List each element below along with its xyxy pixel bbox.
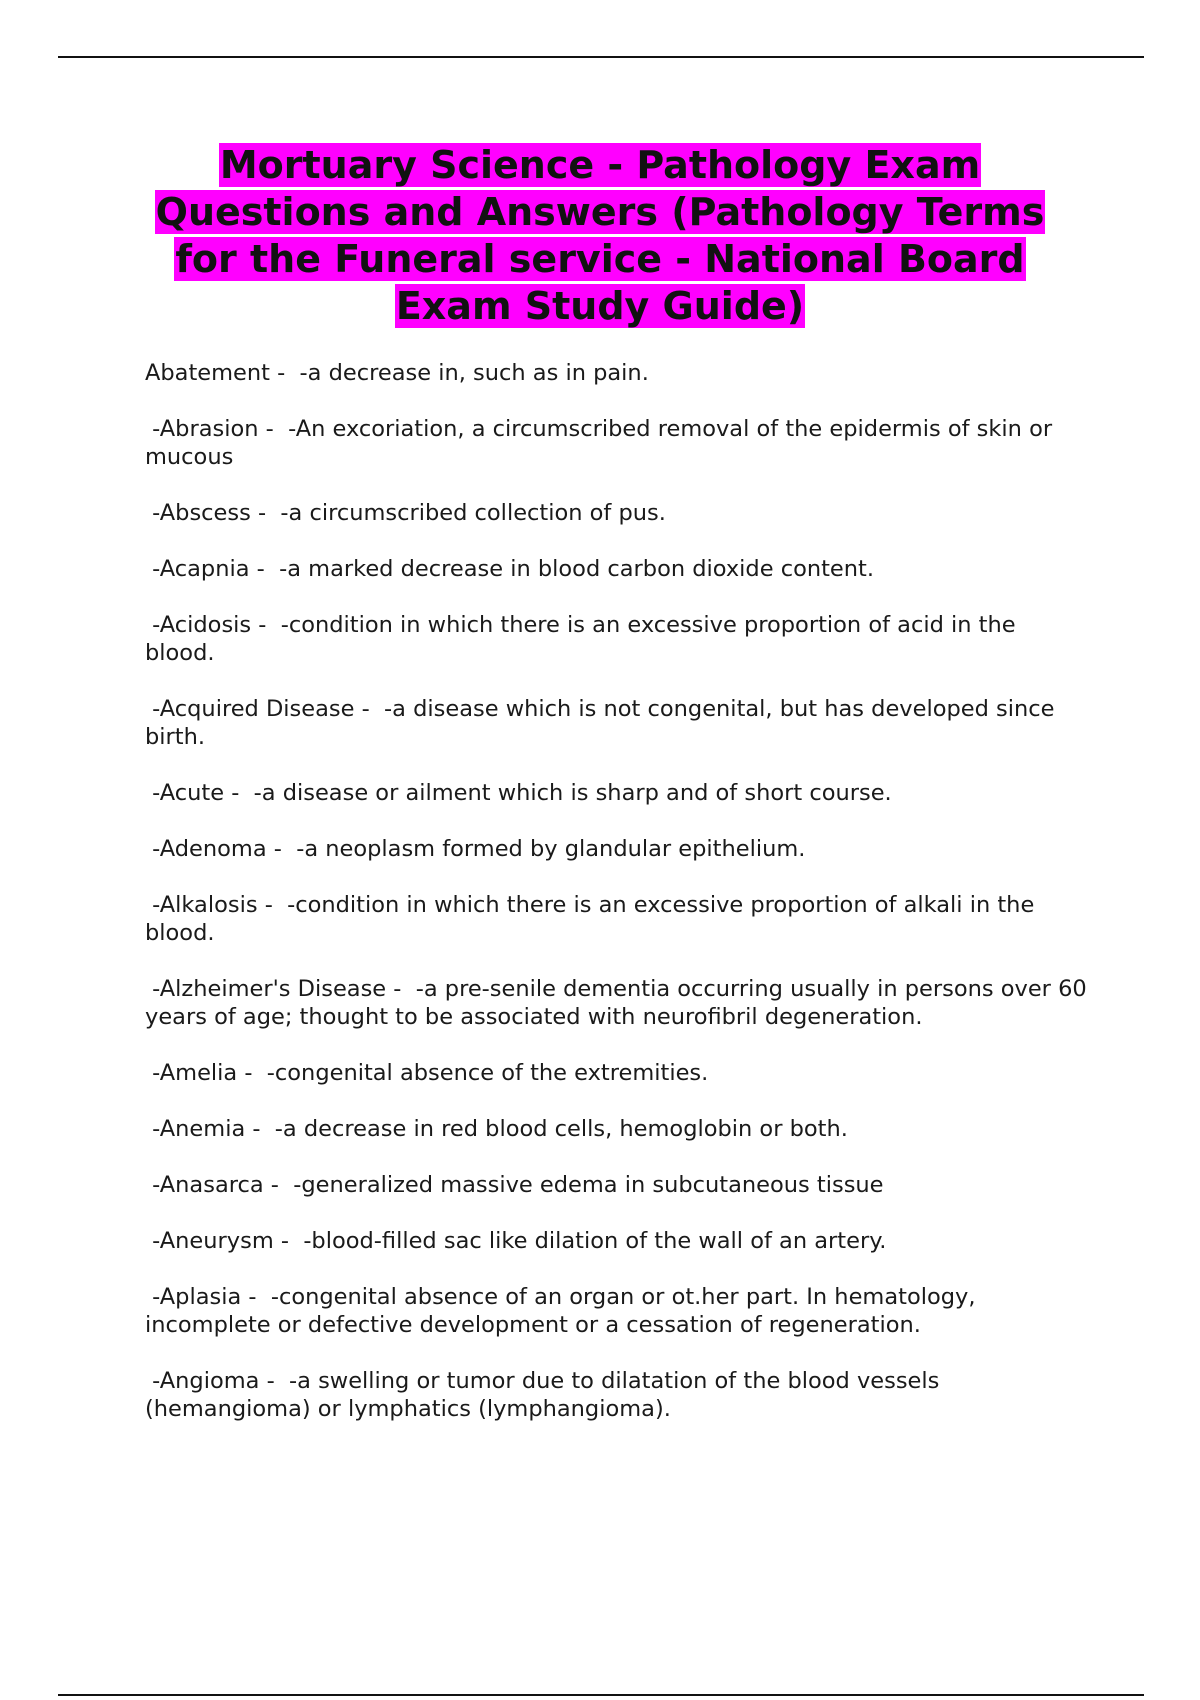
glossary-entry: -Aneurysm - -blood-filled sac like dilation of the wall of an artery. — [145, 1228, 887, 1254]
title-highlight: Mortuary Science - Pathology Exam Questions and Answers (Pathology Terms for the Funeral service - National Board Exam Study Guide) — [155, 143, 1045, 328]
glossary-entry: -Acute - -a disease or ailment which is sharp and of short course. — [145, 780, 892, 806]
title-block — [140, 142, 1060, 330]
glossary-entry: -Anemia - -a decrease in red blood cells, hemoglobin or both. — [145, 1116, 848, 1142]
glossary-entry: -Acquired Disease - -a disease which is not congenital, but has developed since birth. — [145, 696, 1062, 750]
document-title — [140, 142, 1060, 330]
glossary-entry: -Abscess - -a circumscribed collection of pus. — [145, 500, 666, 526]
glossary-entry: -Acapnia - -a marked decrease in blood carbon dioxide content. — [145, 556, 874, 582]
glossary-entry: -Adenoma - -a neoplasm formed by glandular epithelium. — [145, 836, 806, 862]
glossary-entry: -Abrasion - -An excoriation, a circumscribed removal of the epidermis of skin or mucous — [145, 416, 1060, 470]
glossary-entry: -Anasarca - -generalized massive edema in subcutaneous tissue — [145, 1172, 884, 1198]
glossary-entry: -Angioma - -a swelling or tumor due to dilatation of the blood vessels (hemangioma) or lymphatics (lymphangioma). — [145, 1368, 947, 1422]
bottom-rule — [58, 1694, 1144, 1696]
glossary-entry: -Alkalosis - -condition in which there is an excessive proportion of alkali in the blood. — [145, 892, 1042, 946]
glossary-entry: -Aplasia - -congenital absence of an organ or ot.her part. In hematology, incomplete or defective development or a cessation of regeneration. — [145, 1284, 983, 1338]
glossary-list — [145, 359, 1094, 1451]
glossary-entry: Abatement - -a decrease in, such as in pain. — [145, 360, 649, 386]
top-rule — [58, 56, 1144, 58]
glossary-entry: -Amelia - -congenital absence of the extremities. — [145, 1060, 709, 1086]
glossary-entry: -Alzheimer's Disease - -a pre-senile dementia occurring usually in persons over 60 years of age; thought to be associated with neurofibril degeneration. — [145, 976, 1094, 1030]
glossary-entry: -Acidosis - -condition in which there is an excessive proportion of acid in the blood. — [145, 612, 1023, 666]
